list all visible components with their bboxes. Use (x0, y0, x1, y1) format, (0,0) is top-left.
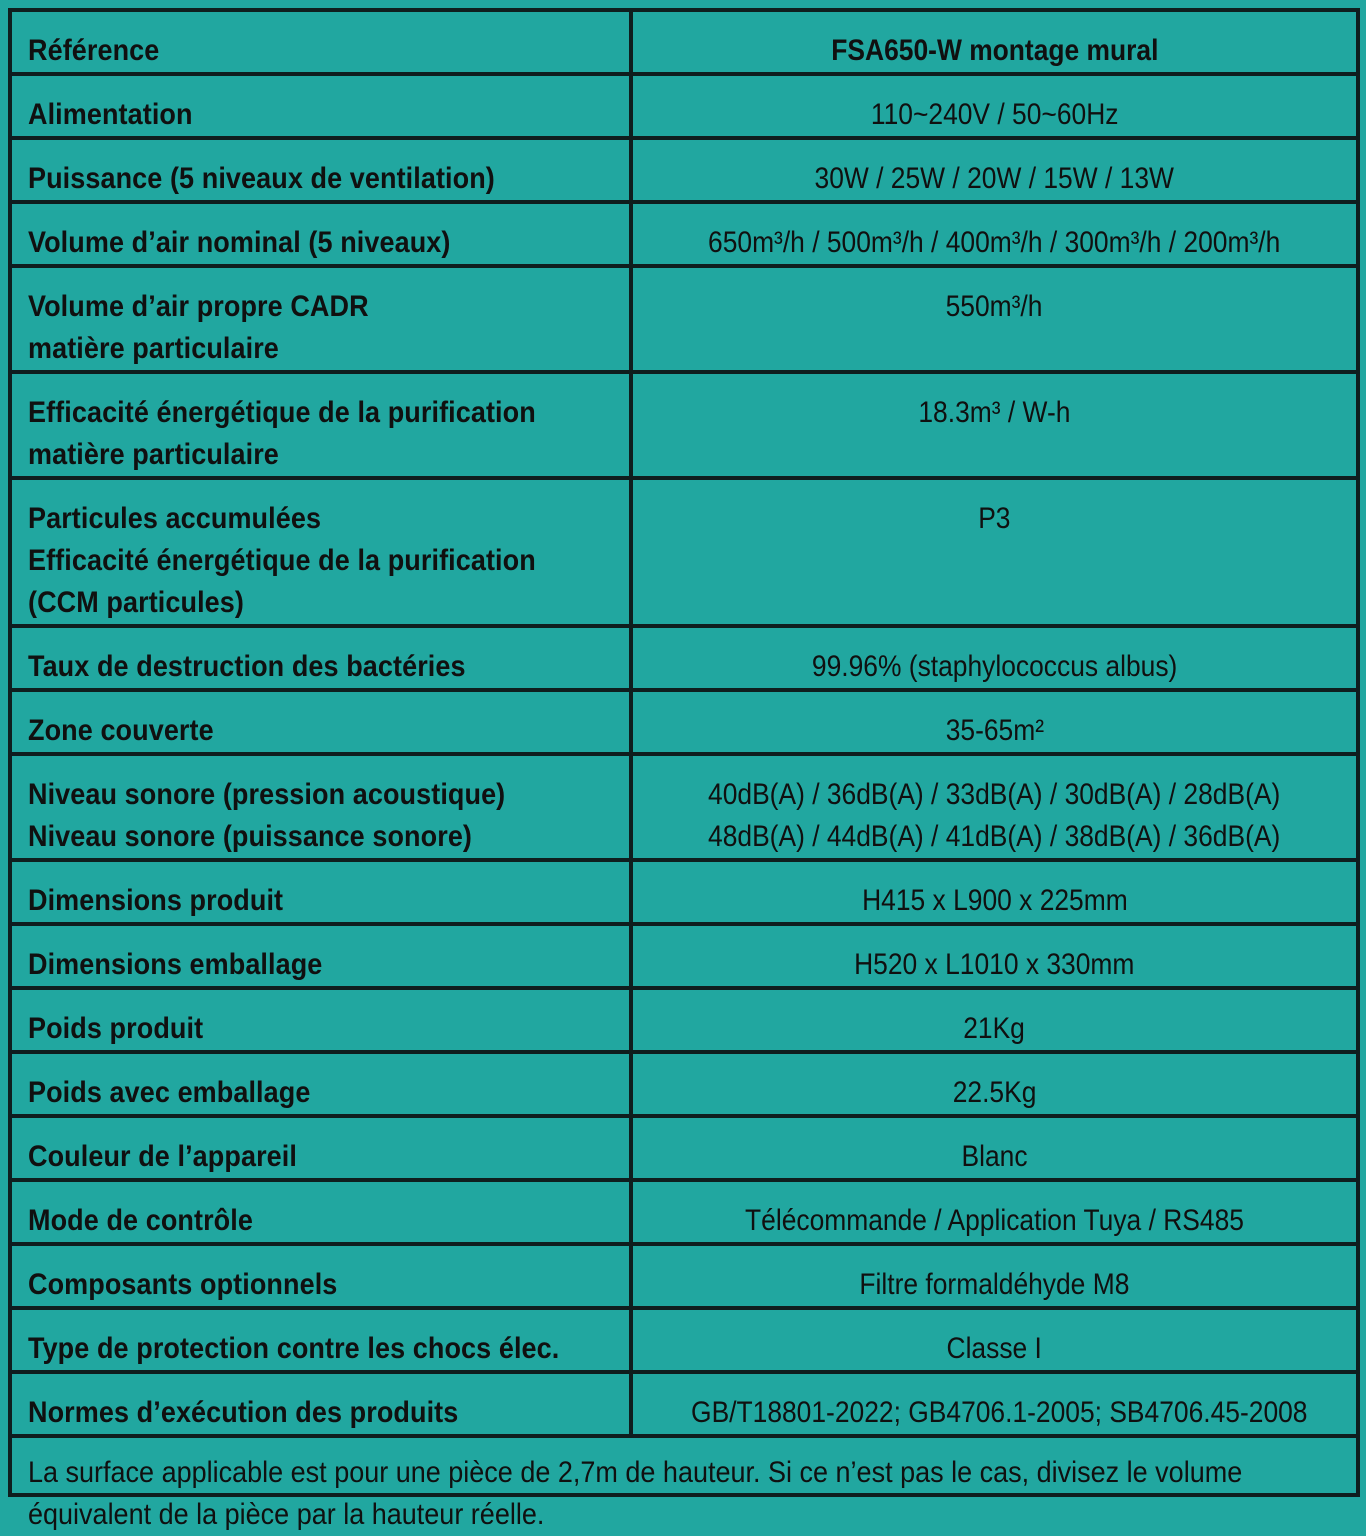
spec-label-cell (12, 12, 631, 74)
spec-label: Niveau sonore (puissance sonore) (28, 820, 473, 853)
spec-label: Puissance (5 niveaux de ventilation) (28, 162, 495, 195)
spec-value: H520 x L1010 x 330mm (854, 948, 1135, 981)
spec-label: Poids produit (28, 1012, 204, 1045)
spec-value-cell (631, 12, 1356, 74)
spec-value: P3 (978, 502, 1011, 535)
spec-label-cell (12, 1244, 631, 1308)
spec-value: 18.3m³ / W-h (918, 396, 1071, 429)
spec-value: 30W / 25W / 20W / 15W / 13W (814, 162, 1175, 195)
spec-value-cell (631, 1116, 1356, 1180)
spec-value-cell (631, 1372, 1356, 1436)
table-row (12, 626, 1356, 690)
spec-label-cell (12, 1116, 631, 1180)
spec-value-cell (631, 754, 1356, 860)
spec-label-cell (12, 1052, 631, 1116)
table-row (12, 1372, 1356, 1436)
table-row (12, 478, 1356, 626)
spec-value-cell (631, 202, 1356, 266)
spec-value-cell (631, 1052, 1356, 1116)
spec-value: 35-65m² (945, 714, 1044, 747)
spec-value: 21Kg (963, 1012, 1026, 1045)
spec-label-cell (12, 1180, 631, 1244)
table-row (12, 138, 1356, 202)
spec-label: Normes d’exécution des produits (28, 1396, 459, 1429)
table-header-row (12, 12, 1356, 74)
spec-value: 99.96% (staphylococcus albus) (811, 650, 1178, 683)
spec-label-cell (12, 202, 631, 266)
table-row (12, 988, 1356, 1052)
spec-label: Particules accumulées (28, 502, 322, 535)
spec-value-cell (631, 924, 1356, 988)
spec-label: Référence (28, 34, 160, 67)
spec-value: 110~240V / 50~60Hz (870, 98, 1119, 131)
spec-value-cell (631, 860, 1356, 924)
spec-label-cell (12, 266, 631, 372)
spec-value: Télécommande / Application Tuya / RS485 (745, 1204, 1244, 1237)
spec-value-cell (631, 372, 1356, 478)
table-row (12, 1180, 1356, 1244)
spec-value-cell (631, 1180, 1356, 1244)
spec-label: Couleur de l’appareil (28, 1140, 297, 1173)
spec-value: Filtre formaldéhyde M8 (859, 1268, 1130, 1301)
spec-sheet (8, 8, 1360, 1531)
spec-label: matière particulaire (28, 438, 279, 471)
spec-table-body (12, 12, 1356, 1436)
spec-value-cell (631, 1244, 1356, 1308)
table-row (12, 1052, 1356, 1116)
spec-label-cell (12, 478, 631, 626)
spec-value: FSA650-W montage mural (830, 34, 1159, 67)
table-row (12, 754, 1356, 860)
spec-label: matière particulaire (28, 332, 279, 365)
spec-table (12, 12, 1356, 1438)
table-row (12, 924, 1356, 988)
spec-label-cell (12, 754, 631, 860)
spec-label: Efficacité énergétique de la purification (28, 396, 536, 429)
spec-value: 22.5Kg (952, 1076, 1037, 1109)
spec-label-cell (12, 690, 631, 754)
table-row (12, 372, 1356, 478)
spec-label: Zone couverte (28, 714, 214, 747)
spec-value-cell (631, 626, 1356, 690)
spec-label: Niveau sonore (pression acoustique) (28, 778, 506, 811)
table-row (12, 690, 1356, 754)
spec-value: H415 x L900 x 225mm (861, 884, 1128, 917)
footnote (12, 1438, 1356, 1536)
spec-value-cell (631, 1308, 1356, 1372)
spec-label: Alimentation (28, 98, 193, 131)
table-row (12, 1244, 1356, 1308)
spec-label: Taux de destruction des bactéries (28, 650, 466, 683)
spec-value: Blanc (961, 1140, 1028, 1173)
spec-label-cell (12, 138, 631, 202)
spec-value-cell (631, 266, 1356, 372)
table-row (12, 74, 1356, 138)
spec-value-cell (631, 478, 1356, 626)
spec-label: Poids avec emballage (28, 1076, 311, 1109)
spec-label: Type de protection contre les chocs élec. (28, 1332, 560, 1365)
spec-value: 650m³/h / 500m³/h / 400m³/h / 300m³/h / 200m³/h (708, 226, 1281, 259)
spec-value-cell (631, 690, 1356, 754)
footnote-line: équivalent de la pièce par la hauteur réelle. (28, 1498, 545, 1531)
spec-label-cell (12, 1372, 631, 1436)
spec-label: (CCM particules) (28, 586, 244, 619)
spec-label-cell (12, 74, 631, 138)
spec-label-cell (12, 860, 631, 924)
spec-value-cell (631, 138, 1356, 202)
spec-label: Dimensions emballage (28, 948, 323, 981)
spec-label-cell (12, 924, 631, 988)
spec-value-cell (631, 74, 1356, 138)
spec-value: 48dB(A) / 44dB(A) / 41dB(A) / 38dB(A) / 36dB(A) (708, 820, 1281, 853)
spec-value: GB/T18801-2022; GB4706.1-2005; SB4706.45-2008 (691, 1396, 1308, 1429)
table-row (12, 202, 1356, 266)
spec-label: Dimensions produit (28, 884, 284, 917)
table-row (12, 1116, 1356, 1180)
spec-value: Classe I (946, 1332, 1043, 1365)
spec-label-cell (12, 372, 631, 478)
spec-label: Composants optionnels (28, 1268, 338, 1301)
spec-value: 550m³/h (946, 290, 1043, 323)
table-row (12, 860, 1356, 924)
spec-label: Mode de contrôle (28, 1204, 253, 1237)
spec-label-cell (12, 988, 631, 1052)
spec-label: Volume d’air propre CADR (28, 290, 369, 323)
spec-label-cell (12, 1308, 631, 1372)
spec-value: 40dB(A) / 36dB(A) / 33dB(A) / 30dB(A) / 28dB(A) (708, 778, 1281, 811)
spec-value-cell (631, 988, 1356, 1052)
spec-label: Volume d’air nominal (5 niveaux) (28, 226, 451, 259)
table-row (12, 1308, 1356, 1372)
table-row (12, 266, 1356, 372)
spec-label-cell (12, 626, 631, 690)
footnote-line: La surface applicable est pour une pièce de 2,7m de hauteur. Si ce n’est pas le cas, divisez le volume (28, 1456, 1243, 1489)
spec-label: Efficacité énergétique de la purification (28, 544, 536, 577)
